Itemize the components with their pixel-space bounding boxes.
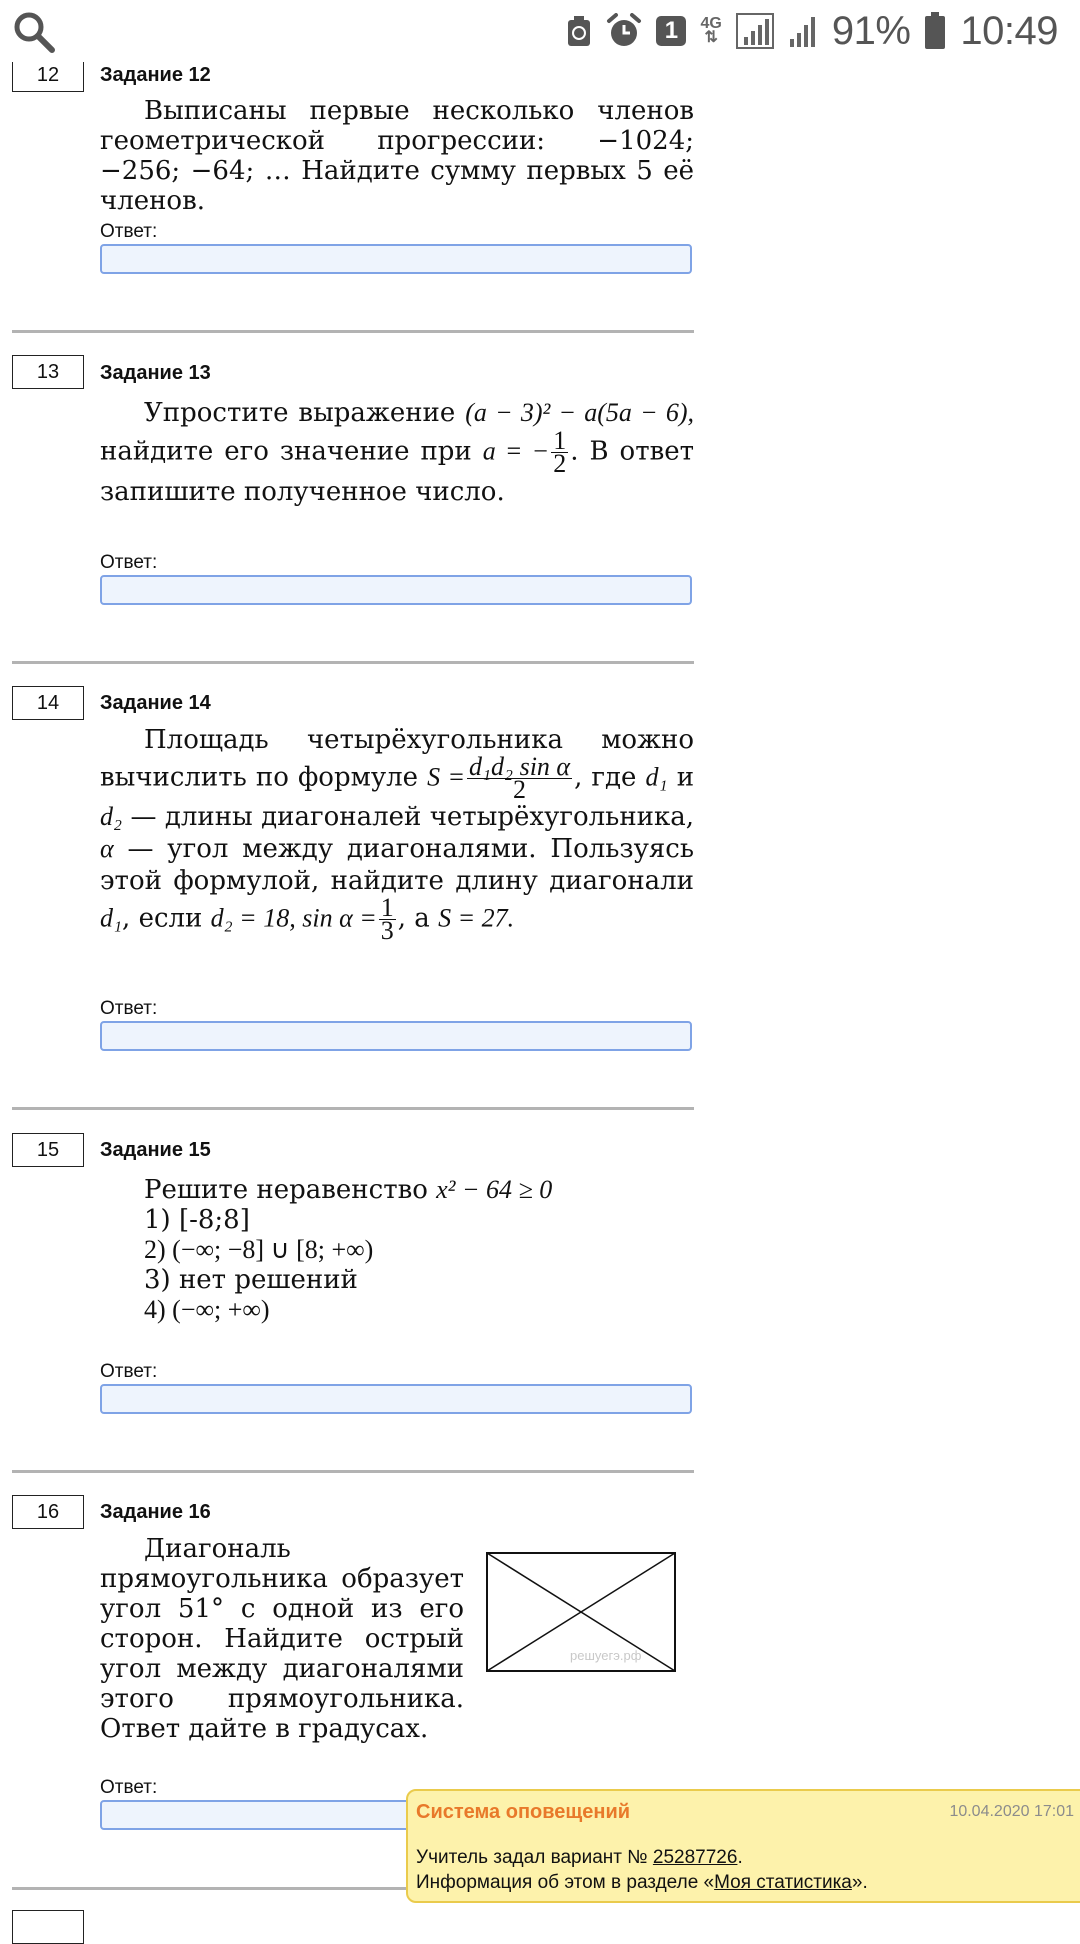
formula-fraction: $\frac{\text{d₁d₂ sin α}}{2}$ (469, 752, 571, 804)
answer-label: Ответ: (100, 221, 158, 242)
answer-input[interactable] (100, 575, 692, 605)
status-bar (0, 0, 1080, 62)
signal-icon-2 (788, 13, 818, 49)
inequality: x² − 64 ≥ 0 (436, 1175, 553, 1204)
task-statement: Площадь четырёхугольника можно вычислить по формуле S = $\frac{\text{d₁d₂ sin α}}{2}$ , где d₁ и d₂ — длины диагоналей четырёхугольника, α — угол между диагоналями. Пользуясь этой формулой, найдите длину диагонали d₁, если d₂ = 18, sin α = $\frac{1}{3}$ , а S = 27. (100, 725, 695, 945)
search-icon[interactable] (12, 10, 56, 54)
task-number: 16 (12, 1495, 84, 1529)
notification-message: Учитель задал вариант № 25287726. (416, 1847, 743, 1868)
notification-info: Информация об этом в разделе «Моя статистика». (416, 1872, 868, 1893)
variant-link[interactable]: 25287726 (652, 1847, 738, 1868)
answer-label: Ответ: (100, 1777, 158, 1798)
notification-title: Система оповещений (416, 1801, 631, 1823)
expression: (a − 3)² − a(5a − 6), (465, 398, 695, 427)
task-number: 15 (12, 1133, 84, 1167)
task-statement: Упростите выражение (a − 3)² − a(5a − 6), найдите его значение при a = − $\frac{1}{2}$ . В ответ запишите полученное число. (100, 398, 695, 507)
task-title: Задание 16 (100, 1501, 211, 1523)
answer-label: Ответ: (100, 552, 158, 573)
option-3: 3) нет решений (144, 1265, 358, 1295)
task-number: 14 (12, 686, 84, 720)
notification-badge-icon: 1 (656, 16, 686, 46)
alarm-icon (606, 13, 642, 49)
condition-fraction: $\frac{1}{3}$ (380, 893, 394, 945)
task-title: Задание 15 (100, 1139, 211, 1161)
battery-icon (924, 12, 946, 50)
task-number: 17 (12, 1910, 84, 1944)
answer-input[interactable] (100, 1384, 692, 1414)
option-2: 2) (−∞; −8] ∪ [8; +∞) (144, 1235, 374, 1264)
fraction: $\frac{1}{2}$ (553, 426, 567, 478)
signal-icon (736, 13, 774, 49)
my-statistics-link[interactable]: Моя статистика (714, 1872, 852, 1893)
figure-watermark: решуегэ.рф (570, 1648, 642, 1663)
divider (12, 661, 694, 664)
task-number: 13 (12, 355, 84, 389)
clock: 10:49 (960, 8, 1058, 53)
task-title: Задание 13 (100, 362, 211, 384)
divider (12, 1470, 694, 1473)
network-type: 4G ⇅ (700, 15, 722, 46)
divider (12, 330, 694, 333)
option-4: 4) (−∞; +∞) (144, 1295, 270, 1324)
rectangle-diagonals-figure (486, 1552, 676, 1672)
answer-label: Ответ: (100, 1361, 158, 1382)
notification-date: 10.04.2020 17:01 (949, 1803, 1074, 1820)
option-1: 1) [-8;8] (144, 1205, 250, 1235)
answer-label: Ответ: (100, 998, 158, 1019)
task-statement: Диагональ прямоугольника образует угол 51° с одной из его сторон. Найдите острый угол между диагоналями этого прямоугольника. Ответ дайте в градусах. (100, 1534, 464, 1744)
divider (12, 1107, 694, 1110)
answer-input[interactable] (100, 244, 692, 274)
recycle-icon (566, 14, 592, 48)
answer-input[interactable] (100, 1021, 692, 1051)
task-title: Задание 14 (100, 692, 211, 714)
battery-percent: 91% (831, 8, 911, 53)
task-statement: Решите неравенство x² − 64 ≥ 0 1) [-8;8] 2) (−∞; −8] ∪ [8; +∞) 3) нет решений 4) (−∞; +∞) (100, 1175, 694, 1325)
task-title: Задание 12 (100, 64, 211, 86)
notification-panel[interactable] (406, 1789, 1080, 1903)
task-number: 12 (12, 58, 84, 92)
task-statement: Выписаны первые несколько членов геометрической прогрессии: −1024; −256; −64; … Найдите сумму первых 5 её членов. (100, 96, 694, 216)
